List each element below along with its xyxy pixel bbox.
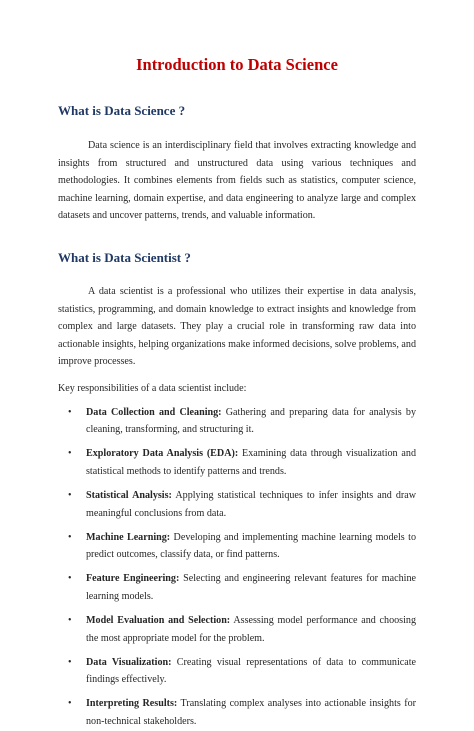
item-text: Applying statistical techniques to infer insights and draw meaningful conclusions from data. (86, 489, 416, 519)
item-term: Data Visualization: (86, 656, 172, 668)
list-item (58, 445, 416, 480)
bullet-icon: • (68, 489, 72, 501)
item-text: Assessing model performance and choosing the most appropriate model for the problem. (86, 614, 417, 644)
list-item (58, 695, 416, 730)
heading-what-is-data-science: What is Data Science ? (58, 103, 186, 118)
list-item (58, 529, 416, 564)
list-item (58, 612, 416, 647)
paragraph-data-scientist: A data scientist is a professional who utilizes their expertise in data analysis, statistics, programming, and domain knowledge to extract insights and knowledge from complex and large datasets. They play a crucial role in transforming raw data into actionable insights, helping organizations make informed decisions, solve problems, and improve processes. (58, 285, 416, 368)
heading-what-is-data-scientist: What is Data Scientist ? (58, 249, 191, 265)
bullet-icon: • (68, 531, 72, 543)
document-title: Introduction to Data Science (136, 55, 338, 74)
item-term: Interpreting Results: (86, 698, 178, 710)
list-item (58, 487, 416, 522)
item-term: Machine Learning: (86, 531, 171, 543)
paragraph-data-science: Data science is an interdisciplinary field that involves extracting knowledge and insights from structured and unstructured data using various techniques and methodologies. It combines elements from fields such as statistics, computer science, machine learning, domain expertise, and data engineering to analyze large and complex datasets and uncover patterns, trends, and valuable information. (58, 140, 416, 222)
item-text: Examining data through visualization and statistical methods to identify patterns and trends. (86, 448, 416, 477)
list-item (58, 570, 416, 605)
responsibilities-list (58, 404, 416, 731)
item-term: Feature Engineering: (86, 573, 180, 585)
item-term: Data Collection and Cleaning: (86, 406, 222, 418)
bullet-icon: • (68, 656, 72, 668)
item-text: Gathering and preparing data for analysis by cleaning, transforming, and structuring it. (86, 406, 416, 436)
item-text: Selecting and engineering relevant features for machine learning models. (86, 573, 416, 602)
item-term: Model Evaluation and Selection: (86, 614, 231, 626)
bullet-icon: • (68, 573, 72, 585)
item-term: Statistical Analysis: (86, 489, 172, 501)
bullet-icon: • (68, 448, 72, 460)
responsibilities-intro: Key responsibilities of a data scientist include: (58, 382, 247, 394)
item-text: Creating visual representations of data to communicate findings effectively. (86, 656, 417, 686)
bullet-icon: • (68, 406, 72, 418)
item-term: Exploratory Data Analysis (EDA): (86, 448, 239, 460)
item-text: Translating complex analyses into actionable insights for non-technical stakeholders. (86, 698, 417, 727)
list-item (58, 404, 416, 439)
bullet-icon: • (68, 698, 72, 710)
bullet-icon: • (68, 614, 72, 626)
item-text: Developing and implementing machine learning models to predict outcomes, classify data, or find patterns. (86, 531, 416, 561)
list-item (58, 654, 416, 689)
